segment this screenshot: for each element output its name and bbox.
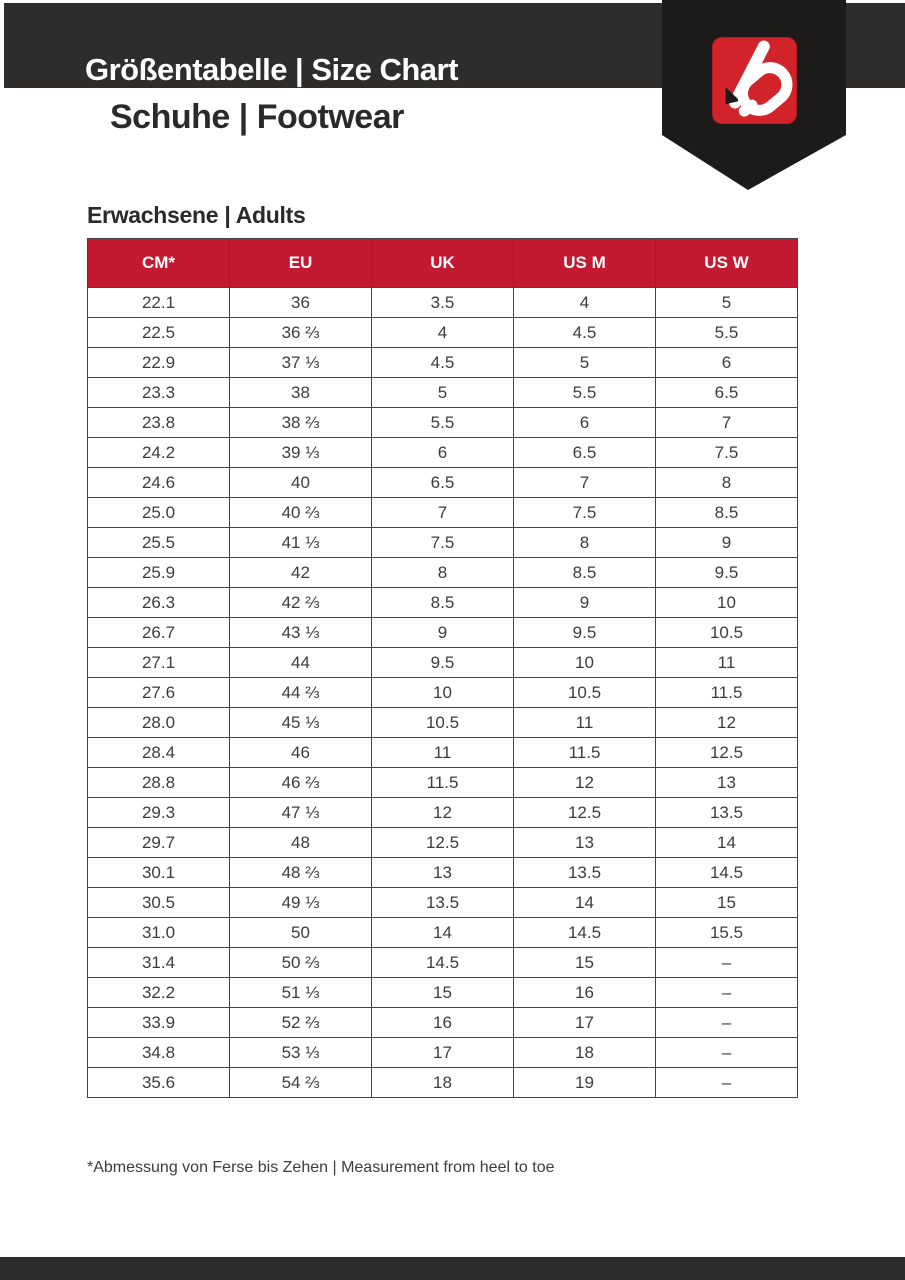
table-row bbox=[88, 828, 798, 858]
table-cell: 10 bbox=[514, 648, 656, 678]
five-ten-logo bbox=[712, 37, 797, 124]
table-cell: 12.5 bbox=[372, 828, 514, 858]
table-cell: 43 ⅓ bbox=[230, 618, 372, 648]
table-cell: 25.0 bbox=[88, 498, 230, 528]
table-row bbox=[88, 558, 798, 588]
table-cell: 41 ⅓ bbox=[230, 528, 372, 558]
table-cell: 17 bbox=[514, 1008, 656, 1038]
column-header: EU bbox=[230, 239, 372, 288]
table-cell: 28.8 bbox=[88, 768, 230, 798]
table-cell: 8.5 bbox=[656, 498, 798, 528]
table-cell: 25.9 bbox=[88, 558, 230, 588]
table-cell: – bbox=[656, 948, 798, 978]
table-cell: 52 ⅔ bbox=[230, 1008, 372, 1038]
table-cell: 34.8 bbox=[88, 1038, 230, 1068]
table-row bbox=[88, 378, 798, 408]
table-cell: – bbox=[656, 1038, 798, 1068]
table-cell: 14.5 bbox=[656, 858, 798, 888]
column-header: UK bbox=[372, 239, 514, 288]
table-cell: 14.5 bbox=[372, 948, 514, 978]
table-cell: 10.5 bbox=[372, 708, 514, 738]
table-cell: 13.5 bbox=[372, 888, 514, 918]
size-table bbox=[87, 238, 798, 1098]
table-cell: 28.0 bbox=[88, 708, 230, 738]
table-cell: 22.9 bbox=[88, 348, 230, 378]
table-row bbox=[88, 288, 798, 318]
table-cell: 40 ⅔ bbox=[230, 498, 372, 528]
table-cell: 23.3 bbox=[88, 378, 230, 408]
table-cell: 10.5 bbox=[656, 618, 798, 648]
table-cell: 14 bbox=[372, 918, 514, 948]
table-cell: 22.5 bbox=[88, 318, 230, 348]
table-cell: 4 bbox=[514, 288, 656, 318]
table-cell: 6.5 bbox=[372, 468, 514, 498]
table-cell: 37 ⅓ bbox=[230, 348, 372, 378]
table-cell: – bbox=[656, 1008, 798, 1038]
table-cell: 8.5 bbox=[514, 558, 656, 588]
table-cell: 26.7 bbox=[88, 618, 230, 648]
table-cell: 14.5 bbox=[514, 918, 656, 948]
table-cell: 8 bbox=[372, 558, 514, 588]
table-cell: 9 bbox=[656, 528, 798, 558]
table-cell: 5 bbox=[372, 378, 514, 408]
table-cell: 5.5 bbox=[372, 408, 514, 438]
table-cell: 7.5 bbox=[514, 498, 656, 528]
page-subtitle: Schuhe | Footwear bbox=[110, 98, 404, 136]
table-row bbox=[88, 798, 798, 828]
table-cell: 4.5 bbox=[372, 348, 514, 378]
table-cell: 13.5 bbox=[514, 858, 656, 888]
table-cell: 12 bbox=[656, 708, 798, 738]
table-cell: 15 bbox=[372, 978, 514, 1008]
table-cell: 18 bbox=[372, 1068, 514, 1098]
table-cell: 24.2 bbox=[88, 438, 230, 468]
table-cell: 26.3 bbox=[88, 588, 230, 618]
table-cell: 42 bbox=[230, 558, 372, 588]
table-row bbox=[88, 468, 798, 498]
table-row bbox=[88, 648, 798, 678]
table-row bbox=[88, 1038, 798, 1068]
header-row bbox=[88, 239, 798, 288]
table-cell: 30.5 bbox=[88, 888, 230, 918]
table-row bbox=[88, 1008, 798, 1038]
table-cell: 4 bbox=[372, 318, 514, 348]
size-table-head bbox=[88, 239, 798, 288]
table-cell: 6 bbox=[514, 408, 656, 438]
table-cell: 7 bbox=[656, 408, 798, 438]
table-cell: 24.6 bbox=[88, 468, 230, 498]
table-cell: – bbox=[656, 978, 798, 1008]
table-cell: 46 bbox=[230, 738, 372, 768]
table-cell: 44 bbox=[230, 648, 372, 678]
table-row bbox=[88, 768, 798, 798]
table-cell: 39 ⅓ bbox=[230, 438, 372, 468]
table-cell: 6 bbox=[372, 438, 514, 468]
table-cell: 19 bbox=[514, 1068, 656, 1098]
table-row bbox=[88, 738, 798, 768]
table-cell: 9.5 bbox=[372, 648, 514, 678]
table-cell: – bbox=[656, 1068, 798, 1098]
table-cell: 5 bbox=[656, 288, 798, 318]
table-cell: 8.5 bbox=[372, 588, 514, 618]
table-cell: 9.5 bbox=[514, 618, 656, 648]
page-title: Größentabelle | Size Chart bbox=[85, 52, 458, 87]
table-cell: 10 bbox=[372, 678, 514, 708]
footnote: *Abmessung von Ferse bis Zehen | Measurement from heel to toe bbox=[87, 1159, 555, 1176]
table-row bbox=[88, 858, 798, 888]
table-cell: 12.5 bbox=[514, 798, 656, 828]
table-row bbox=[88, 1068, 798, 1098]
brand-pennant bbox=[662, 0, 846, 190]
table-cell: 15 bbox=[514, 948, 656, 978]
table-row bbox=[88, 408, 798, 438]
table-cell: 42 ⅔ bbox=[230, 588, 372, 618]
table-cell: 51 ⅓ bbox=[230, 978, 372, 1008]
table-cell: 47 ⅓ bbox=[230, 798, 372, 828]
table-row bbox=[88, 438, 798, 468]
five-ten-logo-icon bbox=[712, 37, 797, 124]
table-row bbox=[88, 918, 798, 948]
table-cell: 9 bbox=[372, 618, 514, 648]
table-row bbox=[88, 318, 798, 348]
footer-bar bbox=[0, 1257, 905, 1280]
table-cell: 23.8 bbox=[88, 408, 230, 438]
table-cell: 45 ⅓ bbox=[230, 708, 372, 738]
column-header: CM* bbox=[88, 239, 230, 288]
table-cell: 8 bbox=[656, 468, 798, 498]
table-cell: 22.1 bbox=[88, 288, 230, 318]
column-header: US M bbox=[514, 239, 656, 288]
table-row bbox=[88, 618, 798, 648]
table-cell: 32.2 bbox=[88, 978, 230, 1008]
table-cell: 12 bbox=[514, 768, 656, 798]
table-cell: 36 ⅔ bbox=[230, 318, 372, 348]
table-cell: 36 bbox=[230, 288, 372, 318]
table-cell: 3.5 bbox=[372, 288, 514, 318]
table-cell: 35.6 bbox=[88, 1068, 230, 1098]
table-cell: 8 bbox=[514, 528, 656, 558]
table-row bbox=[88, 978, 798, 1008]
table-cell: 5 bbox=[514, 348, 656, 378]
table-cell: 13 bbox=[656, 768, 798, 798]
table-cell: 25.5 bbox=[88, 528, 230, 558]
table-cell: 48 bbox=[230, 828, 372, 858]
table-cell: 29.3 bbox=[88, 798, 230, 828]
table-cell: 10.5 bbox=[514, 678, 656, 708]
table-cell: 7 bbox=[514, 468, 656, 498]
table-cell: 10 bbox=[656, 588, 798, 618]
table-row bbox=[88, 888, 798, 918]
table-cell: 15.5 bbox=[656, 918, 798, 948]
table-cell: 44 ⅔ bbox=[230, 678, 372, 708]
table-row bbox=[88, 708, 798, 738]
table-cell: 38 ⅔ bbox=[230, 408, 372, 438]
table-cell: 12 bbox=[372, 798, 514, 828]
table-cell: 7.5 bbox=[372, 528, 514, 558]
table-cell: 6.5 bbox=[514, 438, 656, 468]
table-cell: 49 ⅓ bbox=[230, 888, 372, 918]
table-cell: 27.1 bbox=[88, 648, 230, 678]
table-cell: 15 bbox=[656, 888, 798, 918]
table-cell: 17 bbox=[372, 1038, 514, 1068]
table-cell: 29.7 bbox=[88, 828, 230, 858]
table-cell: 54 ⅔ bbox=[230, 1068, 372, 1098]
table-cell: 5.5 bbox=[656, 318, 798, 348]
table-cell: 30.1 bbox=[88, 858, 230, 888]
table-cell: 31.0 bbox=[88, 918, 230, 948]
table-cell: 14 bbox=[514, 888, 656, 918]
table-row bbox=[88, 948, 798, 978]
table-cell: 9 bbox=[514, 588, 656, 618]
table-cell: 16 bbox=[372, 1008, 514, 1038]
table-cell: 27.6 bbox=[88, 678, 230, 708]
table-cell: 50 ⅔ bbox=[230, 948, 372, 978]
table-cell: 18 bbox=[514, 1038, 656, 1068]
table-cell: 40 bbox=[230, 468, 372, 498]
size-table-body bbox=[88, 288, 798, 1098]
table-cell: 11 bbox=[514, 708, 656, 738]
table-cell: 11 bbox=[372, 738, 514, 768]
table-cell: 9.5 bbox=[656, 558, 798, 588]
table-cell: 13.5 bbox=[656, 798, 798, 828]
table-row bbox=[88, 498, 798, 528]
table-cell: 11.5 bbox=[656, 678, 798, 708]
table-cell: 46 ⅔ bbox=[230, 768, 372, 798]
table-cell: 6 bbox=[656, 348, 798, 378]
table-cell: 13 bbox=[372, 858, 514, 888]
section-heading: Erwachsene | Adults bbox=[87, 202, 306, 228]
table-row bbox=[88, 348, 798, 378]
table-cell: 53 ⅓ bbox=[230, 1038, 372, 1068]
table-cell: 33.9 bbox=[88, 1008, 230, 1038]
table-row bbox=[88, 528, 798, 558]
table-cell: 4.5 bbox=[514, 318, 656, 348]
column-header: US W bbox=[656, 239, 798, 288]
table-cell: 11.5 bbox=[372, 768, 514, 798]
table-row bbox=[88, 678, 798, 708]
table-cell: 7.5 bbox=[656, 438, 798, 468]
table-cell: 28.4 bbox=[88, 738, 230, 768]
table-cell: 16 bbox=[514, 978, 656, 1008]
table-cell: 11 bbox=[656, 648, 798, 678]
table-cell: 13 bbox=[514, 828, 656, 858]
table-cell: 11.5 bbox=[514, 738, 656, 768]
table-cell: 14 bbox=[656, 828, 798, 858]
table-cell: 7 bbox=[372, 498, 514, 528]
table-cell: 48 ⅔ bbox=[230, 858, 372, 888]
table-cell: 6.5 bbox=[656, 378, 798, 408]
table-cell: 31.4 bbox=[88, 948, 230, 978]
table-cell: 38 bbox=[230, 378, 372, 408]
table-cell: 5.5 bbox=[514, 378, 656, 408]
table-row bbox=[88, 588, 798, 618]
table-cell: 50 bbox=[230, 918, 372, 948]
table-cell: 12.5 bbox=[656, 738, 798, 768]
